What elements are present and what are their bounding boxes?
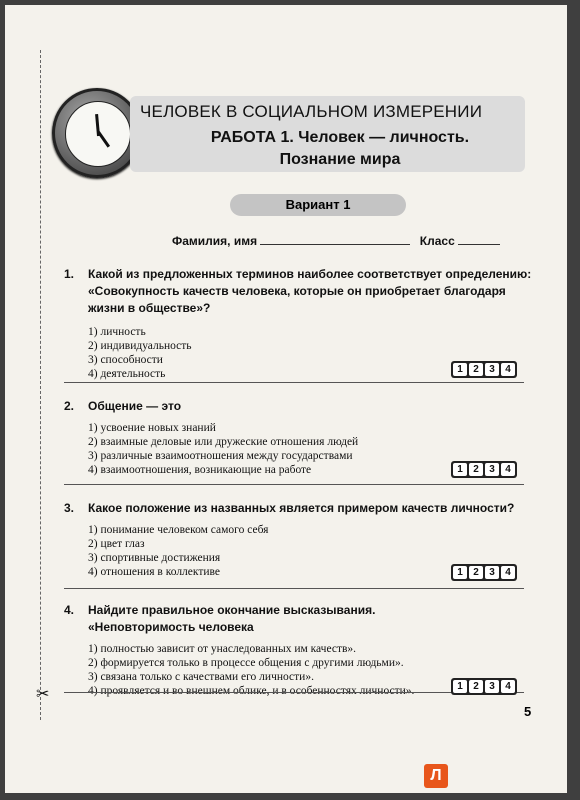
option: 3) связана только с качествами его личности». bbox=[88, 671, 314, 683]
section-title: ЧЕЛОВЕК В СОЦИАЛЬНОМ ИЗМЕРЕНИИ bbox=[140, 102, 483, 121]
question-number: 1. bbox=[64, 267, 75, 281]
answer-box-3[interactable]: 3 bbox=[485, 463, 499, 476]
question-number: 4. bbox=[64, 603, 75, 617]
option: 4) деятельность bbox=[88, 368, 166, 380]
option: 3) спортивные достижения bbox=[88, 552, 221, 564]
question-text: Какое положение из названных является примером качеств личности? bbox=[88, 501, 515, 515]
answer-box-4[interactable]: 4 bbox=[501, 680, 515, 693]
option: 4) взаимоотношения, возникающие на работе bbox=[88, 464, 312, 476]
answer-box-1[interactable]: 1 bbox=[453, 363, 467, 376]
option: 2) формируется только в процессе общения с другими людьми». bbox=[88, 657, 404, 669]
answer-box-1[interactable]: 1 bbox=[453, 566, 467, 579]
class-field[interactable] bbox=[458, 234, 500, 245]
work-title-line1: РАБОТА 1. Человек — личность. bbox=[210, 129, 470, 146]
class-label: Класс bbox=[419, 234, 455, 248]
option: 1) усвоение новых знаний bbox=[88, 422, 216, 434]
option: 4) проявляется и во внешнем облике, и в особенностях личности». bbox=[88, 685, 415, 697]
answer-box-4[interactable]: 4 bbox=[501, 463, 515, 476]
answer-box-3[interactable]: 3 bbox=[485, 680, 499, 693]
cut-line bbox=[40, 50, 42, 720]
answer-boxes[interactable] bbox=[451, 678, 517, 695]
answer-boxes[interactable] bbox=[451, 461, 517, 478]
answer-box-3[interactable]: 3 bbox=[485, 363, 499, 376]
question-text: Найдите правильное окончание высказывания. «Неповторимость человека bbox=[88, 603, 376, 634]
question-number: 2. bbox=[64, 399, 75, 413]
clock-icon bbox=[52, 88, 142, 178]
answer-box-4[interactable]: 4 bbox=[501, 566, 515, 579]
answer-box-1[interactable]: 1 bbox=[453, 463, 467, 476]
variant-label: Вариант 1 bbox=[230, 194, 406, 216]
answer-box-4[interactable]: 4 bbox=[501, 363, 515, 376]
answer-box-2[interactable]: 2 bbox=[469, 363, 483, 376]
option: 1) личность bbox=[88, 326, 146, 338]
answer-box-2[interactable]: 2 bbox=[469, 680, 483, 693]
option: 3) способности bbox=[88, 354, 163, 366]
option: 2) взаимные деловые или дружеские отношения людей bbox=[88, 436, 359, 448]
work-title bbox=[160, 127, 520, 171]
question-number: 3. bbox=[64, 501, 75, 515]
option: 2) цвет глаз bbox=[88, 538, 145, 550]
option: 1) понимание человеком самого себя bbox=[88, 524, 269, 536]
option: 1) полностью зависит от унаследованных им качеств». bbox=[88, 643, 357, 655]
answer-box-2[interactable]: 2 bbox=[469, 463, 483, 476]
question-text: Общение — это bbox=[88, 399, 182, 413]
labirint-logo-icon: Л bbox=[424, 764, 448, 788]
answer-boxes[interactable] bbox=[451, 361, 517, 378]
question-text: Какой из предложенных терминов наиболее соответствует определению: «Совокупность качеств человека, которые он приобретает благодаря жизни в обществе»? bbox=[88, 267, 532, 315]
answer-box-3[interactable]: 3 bbox=[485, 566, 499, 579]
name-row bbox=[172, 234, 500, 248]
option: 2) индивидуальность bbox=[88, 340, 192, 352]
option: 3) различные взаимоотношения между государствами bbox=[88, 450, 353, 462]
answer-box-1[interactable]: 1 bbox=[453, 680, 467, 693]
option: 4) отношения в коллективе bbox=[88, 566, 220, 578]
name-label: Фамилия, имя bbox=[172, 234, 258, 248]
answer-box-2[interactable]: 2 bbox=[469, 566, 483, 579]
scissors-icon: ✂ bbox=[36, 686, 50, 703]
answer-boxes[interactable] bbox=[451, 564, 517, 581]
work-title-line2: Познание мира bbox=[279, 151, 401, 168]
divider bbox=[64, 588, 524, 589]
name-field[interactable] bbox=[260, 234, 410, 245]
page-number: 5 bbox=[524, 704, 532, 719]
divider bbox=[64, 382, 524, 383]
divider bbox=[64, 484, 524, 485]
